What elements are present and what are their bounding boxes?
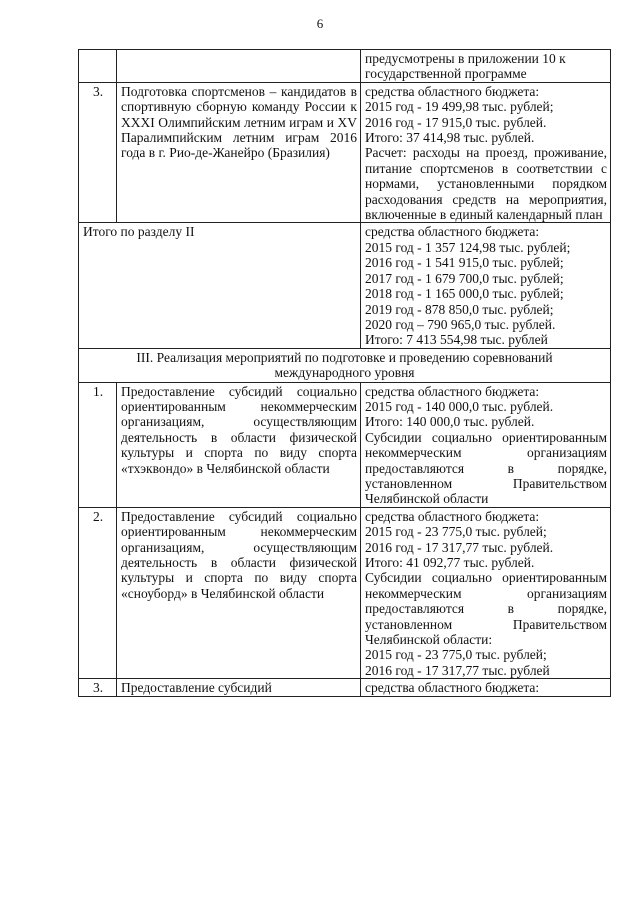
item-number: 3. — [79, 679, 117, 696]
funding-note: Расчет: расходы на проезд, проживание, питание спортсменов в соответствии с нормами, установленными порядком расходования средств на мероприятия, включенные в единый календарный план — [365, 145, 607, 223]
funding-line: средства областного бюджета: — [365, 680, 540, 696]
item-description: Предоставление субсидий — [117, 679, 361, 696]
funding-line: 2016 год - 17 915,0 тыс. рублей. — [365, 114, 547, 130]
funding-note: Субсидии социально ориентированным некоммерческим организациям предоставляются в порядке, установленном Правительством Челябинской области — [365, 429, 607, 507]
funding-line: 2017 год - 1 679 700,0 тыс. рублей; — [365, 270, 564, 286]
table-row-s3-item-3 — [79, 679, 611, 696]
item-number: 3. — [79, 82, 117, 223]
funding-line: 2015 год - 140 000,0 тыс. рублей. — [365, 398, 554, 414]
funding-line: 2016 год - 17 317,77 тыс. рублей — [365, 662, 550, 678]
section-total-label: Итого по разделу II — [79, 223, 361, 348]
table-row-s3-item-2 — [79, 507, 611, 678]
program-table — [78, 49, 611, 697]
funding-line: 2016 год - 17 317,77 тыс. рублей. — [365, 539, 554, 555]
table-row-continued — [79, 50, 611, 83]
funding-cell — [361, 507, 611, 678]
funding-line: предусмотрены в приложении 10 к — [365, 51, 566, 66]
item-number: 2. — [79, 507, 117, 678]
table-row-section-heading — [79, 348, 611, 382]
funding-line: 2016 год - 1 541 915,0 тыс. рублей; — [365, 255, 564, 271]
funding-note: Субсидии социально ориентированным некоммерческим организациям предоставляются в порядке, установленном Правительством Челябинской области: — [365, 570, 607, 648]
item-number: 1. — [79, 382, 117, 507]
funding-line: 2019 год - 878 850,0 тыс. рублей; — [365, 301, 554, 317]
funding-line: 2015 год - 23 775,0 тыс. рублей; — [365, 647, 547, 663]
section-heading: III. Реализация мероприятий по подготовке и проведению соревнований международного уровня — [79, 348, 611, 382]
funding-line: 2015 год - 19 499,98 тыс. рублей; — [365, 99, 554, 115]
page-number: 6 — [316, 16, 324, 31]
funding-line: государственной программе — [365, 66, 527, 82]
number-cell — [79, 50, 117, 83]
description-cell — [117, 50, 361, 83]
funding-line: средства областного бюджета: — [365, 383, 540, 399]
item-description: Предоставление субсидий социально ориентированным некоммерческим организациям, осуществляющим деятельность в области физической культуры и спорта по виду спорта «тхэквондо» в Челябинской области — [117, 382, 361, 507]
item-description: Подготовка спортсменов – кандидатов в спортивную сборную команду России к XXXI Олимпийским летним играм и XV Паралимпийским летним играм 2016 года в г. Рио-де-Жанейро (Бразилия) — [117, 82, 361, 223]
funding-line: средства областного бюджета: — [365, 508, 540, 524]
funding-cell — [361, 382, 611, 507]
funding-line: средства областного бюджета: — [365, 83, 540, 99]
section-total-funding — [361, 223, 611, 348]
funding-line: средства областного бюджета: — [365, 224, 540, 240]
funding-line: Итого: 7 413 554,98 тыс. рублей — [365, 332, 548, 348]
funding-line: 2015 год - 23 775,0 тыс. рублей; — [365, 524, 547, 540]
funding-cell — [361, 50, 611, 83]
funding-cell — [361, 82, 611, 223]
item-description: Предоставление субсидий социально ориентированным некоммерческим организациям, осуществляющим деятельность в области физической культуры и спорта по виду спорта «сноуборд» в Челябинской области — [117, 507, 361, 678]
funding-line: Итого: 37 414,98 тыс. рублей. — [365, 130, 535, 146]
table-row-s3-item-1 — [79, 382, 611, 507]
funding-line: Итого: 140 000,0 тыс. рублей. — [365, 414, 535, 430]
funding-line: Итого: 41 092,77 тыс. рублей. — [365, 555, 535, 570]
table-row-item-3 — [79, 82, 611, 223]
funding-line: 2018 год - 1 165 000,0 тыс. рублей; — [365, 286, 564, 302]
funding-line: 2015 год - 1 357 124,98 тыс. рублей; — [365, 239, 571, 255]
funding-line: 2020 год – 790 965,0 тыс. рублей. — [365, 316, 556, 332]
funding-cell — [361, 679, 611, 696]
table-row-section-total — [79, 223, 611, 348]
